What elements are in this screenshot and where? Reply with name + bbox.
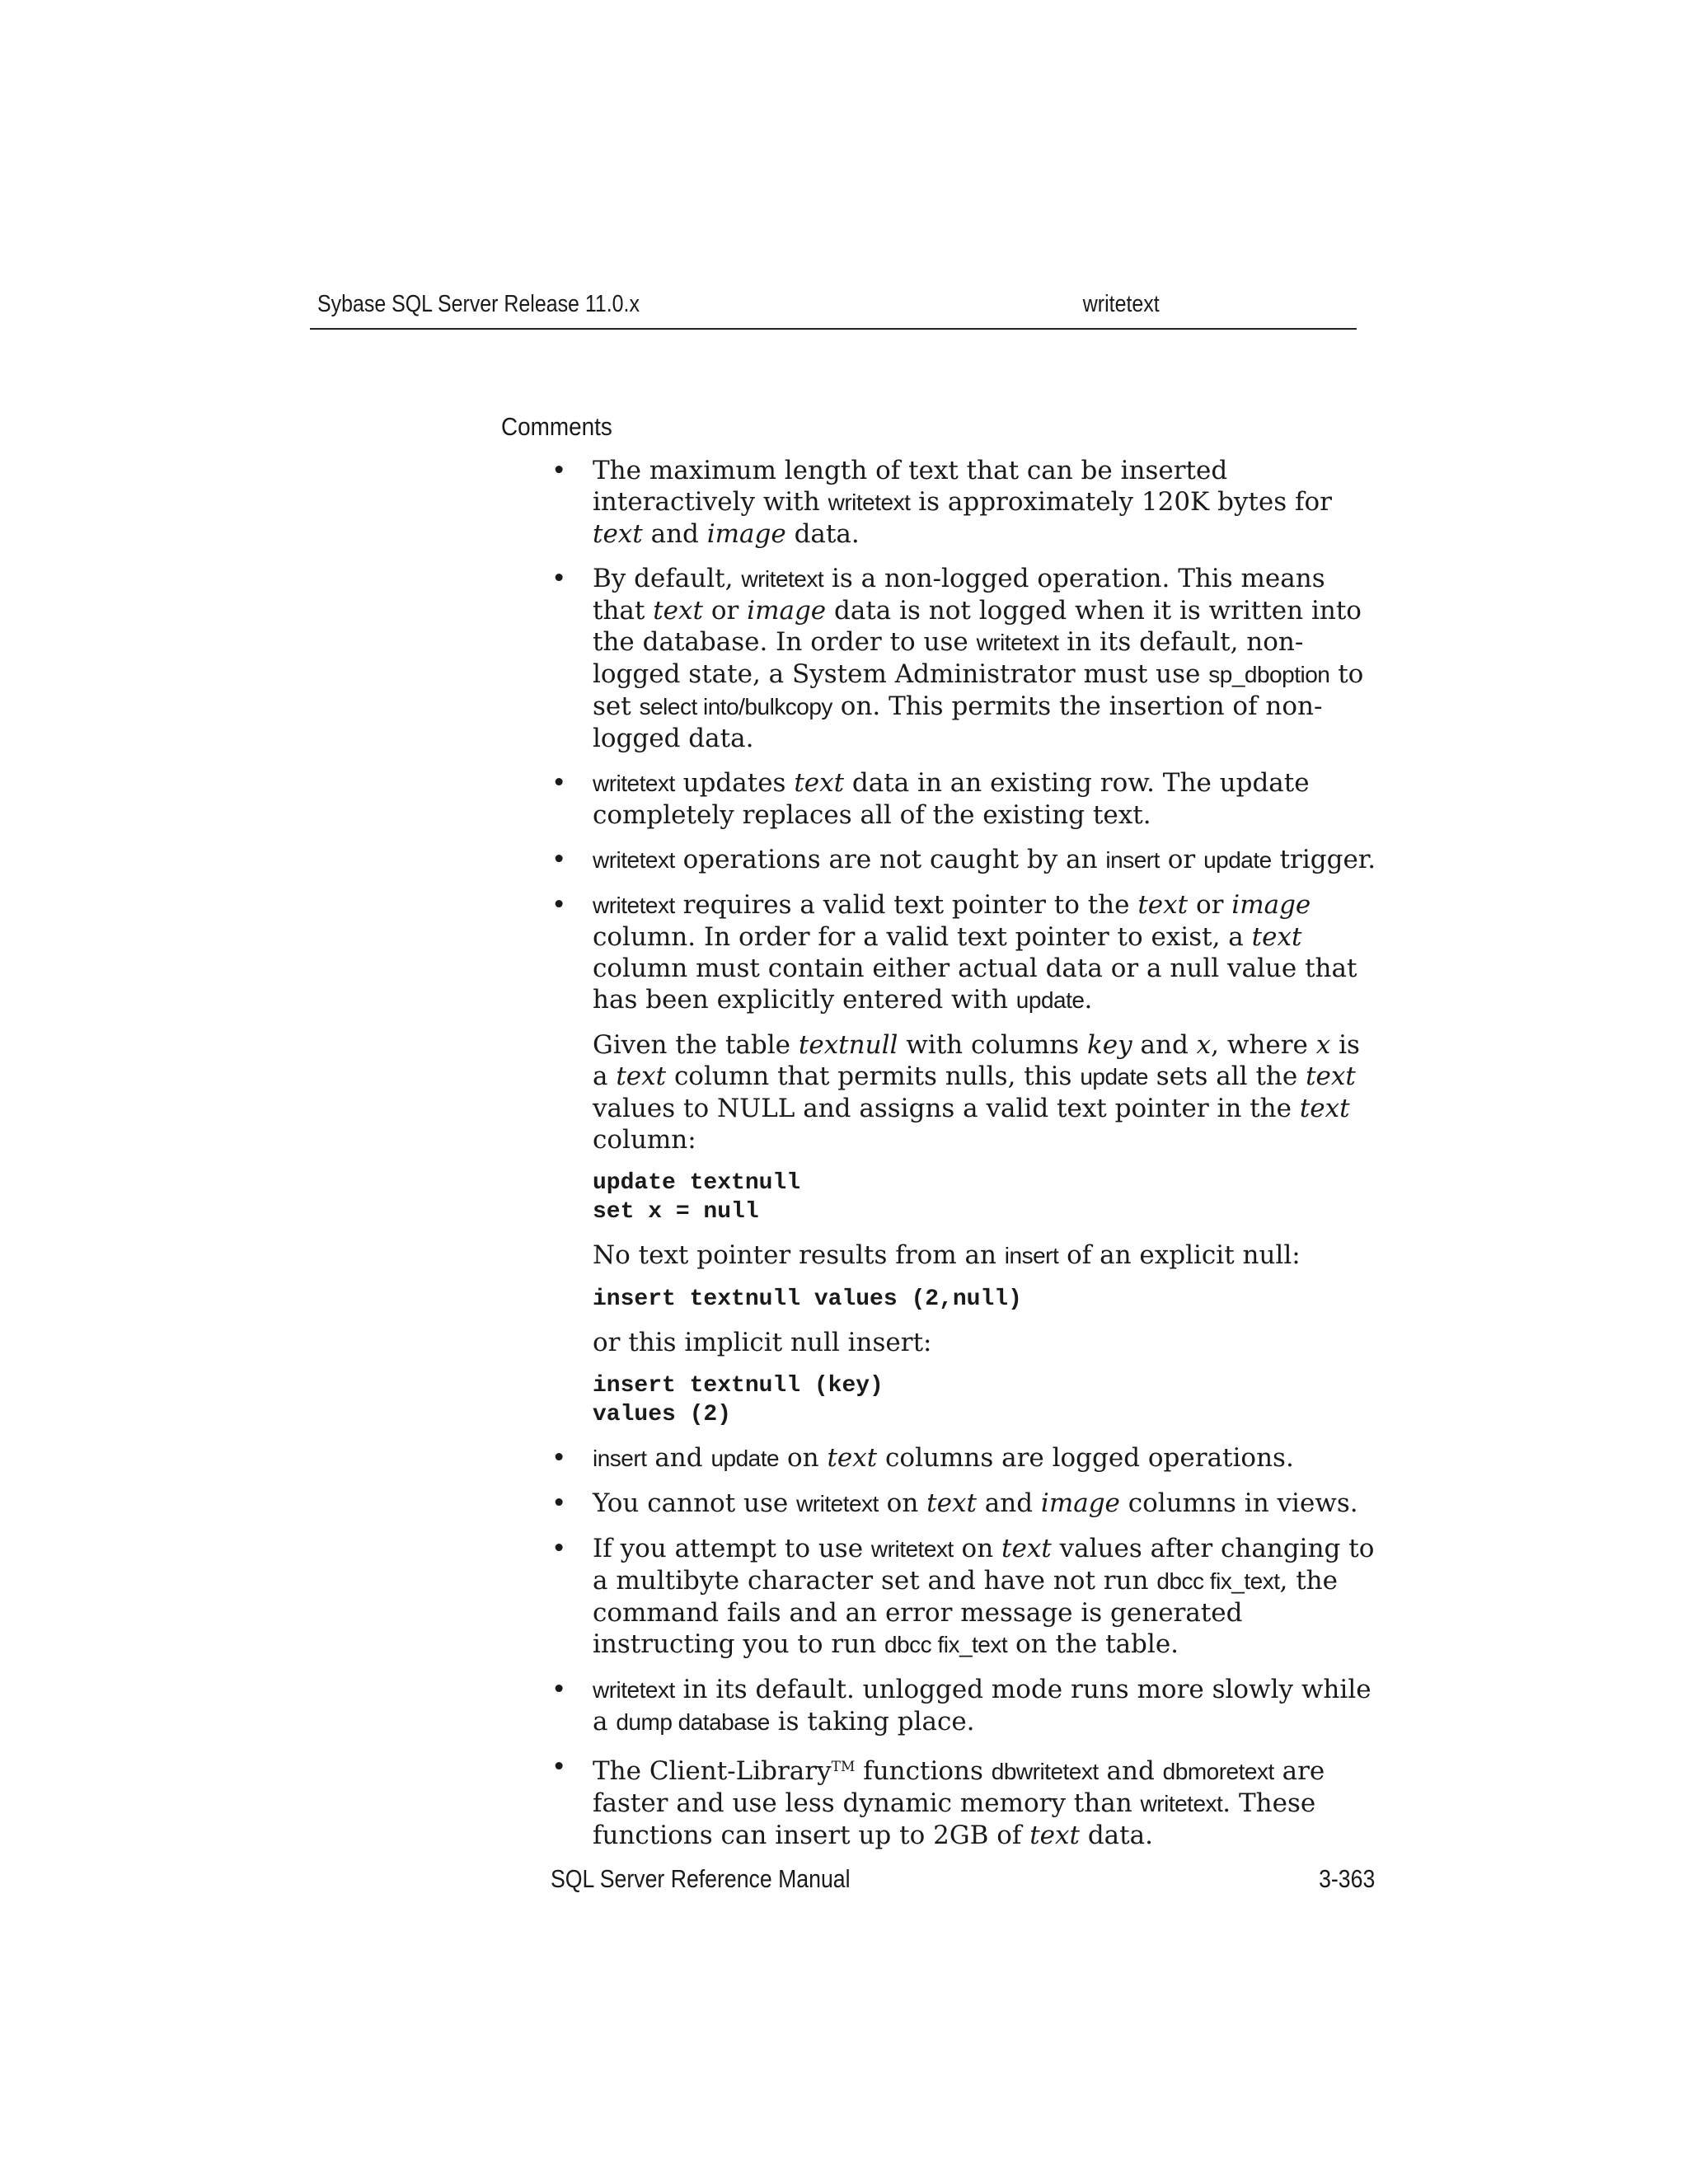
list-item	[544, 563, 1376, 754]
bullet-icon: •	[551, 1675, 567, 1704]
running-header	[317, 291, 1211, 327]
page-number: 3-363	[1318, 1864, 1375, 1893]
item-text: writetext in its default. unlogged mode runs more slowly while a dump database is taking place.	[593, 1675, 1372, 1736]
item-text: writetext operations are not caught by an insert or update trigger.	[593, 845, 1376, 874]
code-example: update textnull set x = null	[593, 1170, 801, 1225]
list-item	[544, 844, 1376, 876]
list-item	[544, 455, 1376, 550]
footer-manual-title: SQL Server Reference Manual	[551, 1864, 851, 1893]
bullet-icon: •	[551, 1534, 567, 1563]
bullet-icon: •	[551, 768, 567, 798]
header-book-title: Sybase SQL Server Release 11.0.x	[317, 291, 640, 317]
list-item	[544, 1442, 1376, 1474]
item-paragraph: or this implicit null insert:	[593, 1328, 932, 1357]
list-item	[544, 1674, 1376, 1738]
bullet-icon: •	[551, 564, 567, 593]
section-heading: Comments	[501, 412, 612, 441]
bullet-icon: •	[551, 1488, 567, 1518]
comments-body	[544, 455, 1376, 1864]
item-paragraph: Given the table textnull with columns key and x, where x is a text column that permits nulls, this update sets all the text values to NULL and assigns a valid text pointer in the text column:	[593, 1030, 1360, 1155]
list-item	[544, 889, 1376, 1429]
header-divider	[310, 328, 1357, 330]
bullet-icon: •	[551, 1443, 567, 1473]
item-text: The Client-Library™ functions dbwritetext and dbmoretext are faster and use less dynamic memory than writetext. These functions can insert up to 2GB of text data.	[593, 1756, 1325, 1850]
list-item	[544, 1488, 1376, 1520]
trademark-mark: TM	[831, 1759, 856, 1775]
item-paragraph: No text pointer results from an insert of an explicit null:	[593, 1240, 1301, 1270]
bullet-icon: •	[551, 456, 567, 485]
bullet-icon: •	[551, 845, 567, 874]
list-item	[544, 1533, 1376, 1661]
list-item	[544, 1751, 1376, 1851]
code-example: insert textnull (key) values (2)	[593, 1373, 884, 1427]
running-footer	[551, 1864, 1375, 1897]
header-topic: writetext	[1082, 291, 1160, 317]
item-text: writetext requires a valid text pointer to the text or image column. In order for a valid text pointer to exist, a text column must contain either actual data or a null value that has been explicitly entered with update.	[593, 890, 1357, 1015]
item-text: insert and update on text columns are logged operations.	[593, 1443, 1294, 1473]
list-item	[544, 767, 1376, 831]
bullet-icon: •	[551, 890, 567, 920]
item-text: You cannot use writetext on text and image columns in views.	[593, 1488, 1358, 1518]
item-text: By default, writetext is a non-logged operation. This means that text or image data is not logged when it is written into the database. In order to use writetext in its default, non-logged state, a System Administrator must use sp_dboption to set select into/bulkcopy on. This permits the insertion of non-logged data.	[593, 564, 1364, 753]
item-text: writetext updates text data in an existing row. The update completely replaces all of the existing text.	[593, 768, 1310, 830]
item-text: If you attempt to use writetext on text values after changing to a multibyte character set and have not run dbcc fix_text, the command fails and an error message is generated instructing you to run dbcc fix_text on the table.	[593, 1534, 1375, 1659]
bullet-icon: •	[551, 1752, 567, 1782]
code-example: insert textnull values (2,null)	[593, 1286, 1022, 1312]
item-text: The maximum length of text that can be inserted interactively with writetext is approximately 120K bytes for text and image data.	[593, 456, 1332, 549]
